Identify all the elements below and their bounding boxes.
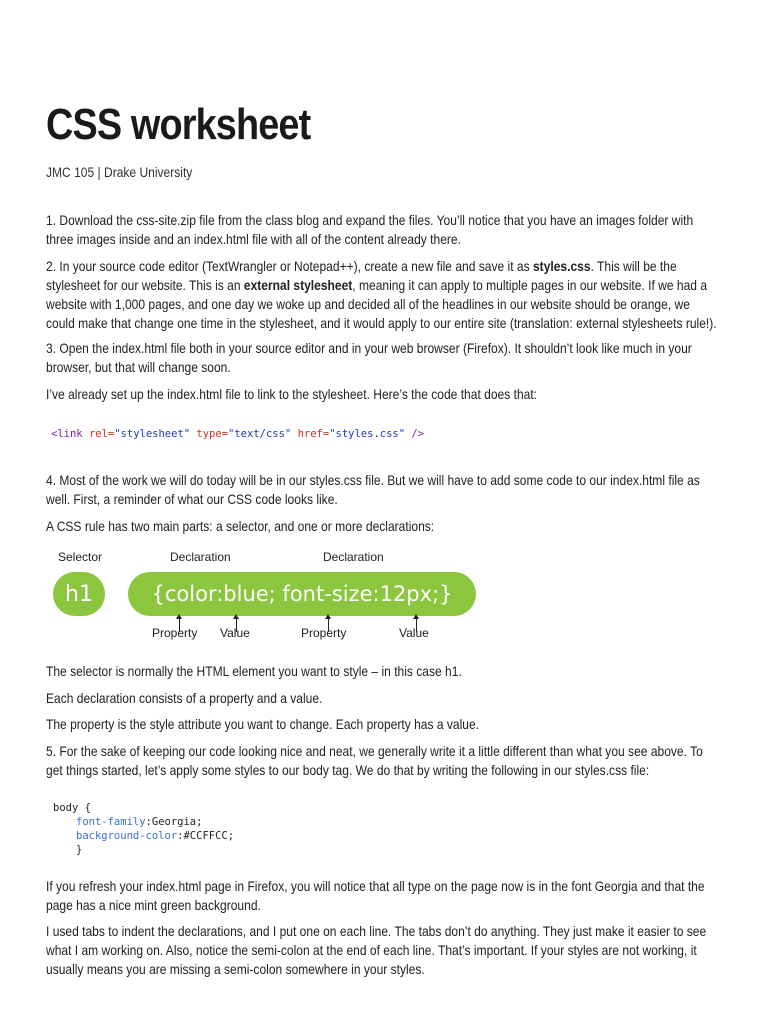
code-rel-value: "stylesheet" — [114, 428, 191, 440]
code-line-background — [53, 829, 234, 843]
selector-label: Selector — [58, 550, 103, 564]
declaration-label-2: Declaration — [323, 550, 384, 564]
code-type-attr: type= — [190, 428, 229, 440]
body-code-snippet — [53, 801, 234, 857]
code-href-value: "styles.css" — [329, 428, 406, 440]
code-type-value: "text/css" — [228, 428, 292, 440]
page-subtitle: JMC 105 | Drake University — [46, 164, 193, 180]
link-code-snippet — [51, 427, 424, 441]
code-font-family-value: :Georgia; — [145, 816, 203, 828]
step-1-paragraph: 1. Download the css-site.zip file from the class blog and expand the files. You’ll notice that you have an images folder with three images inside and an index.html file with all of the content already there. — [46, 212, 694, 247]
step-2-text-e: , meaning it can apply to multiple pages in our website. If we had a website with 1,000 pages, and one day we woke up and decided all of the headlines in our website should be orange, we could make that change one time in the stylesheet, and it would apply to our entire site (translation: external stylesheets rule!). — [46, 277, 717, 331]
selector-pill: h1 — [53, 572, 105, 616]
rule-intro-paragraph: A CSS rule has two main parts: a selector, and one or more declarations: — [46, 518, 435, 534]
code-background-prop: background-color — [76, 830, 178, 842]
code-body-open: body { — [53, 802, 91, 814]
code-line-font-family — [53, 815, 234, 829]
step-2-text-c: . This will be the stylesheet for our website. This is an — [46, 258, 677, 293]
link-intro-paragraph: I’ve already set up the index.html file to link to the stylesheet. Here’s the code that does that: — [46, 386, 538, 402]
step-2-text-a: 2. In your source code editor (TextWrangler or Notepad++), create a new file and save it as — [46, 258, 533, 274]
declaration-pill: {color:blue; font-size:12px;} — [128, 572, 476, 616]
step-5-paragraph: 5. For the sake of keeping our code looking nice and neat, we generally write it a little different than what you see above. To get things started, let’s apply some styles to our body tag. We do that by writing the following in our styles.css file: — [46, 743, 703, 778]
value-label-1: Value — [220, 626, 250, 640]
styles-css-emphasis: styles.css — [532, 258, 591, 274]
code-tag-open: <link — [51, 428, 89, 440]
declaration-explanation: Each declaration consists of a property and a value. — [46, 690, 323, 706]
step-2-paragraph — [46, 257, 721, 333]
value-label-2: Value — [399, 626, 429, 640]
step-4-paragraph: 4. Most of the work we will do today will be in our styles.css file. But we will have to add some code to our index.html file as well. First, a reminder of what our CSS code looks like. — [46, 472, 700, 507]
code-tag-close: /> — [405, 428, 425, 440]
property-label-2: Property — [301, 626, 347, 640]
step-3-paragraph: 3. Open the index.html file both in your source editor and in your web browser (Firefox). It shouldn’t look like much in your browser, but that will change soon. — [46, 340, 692, 375]
external-stylesheet-emphasis: external stylesheet — [243, 277, 353, 293]
selector-explanation: The selector is normally the HTML element you want to style – in this case h1. — [46, 663, 462, 679]
property-label-1: Property — [152, 626, 198, 640]
code-rel-attr: rel= — [88, 428, 115, 440]
code-body-close: } — [76, 844, 83, 856]
css-rule-diagram — [46, 548, 486, 648]
tabs-paragraph: I used tabs to indent the declarations, and I put one on each line. The tabs don’t do anything. They just make it easier to see what I am working on. Also, notice the semi-colon at the end of each line. That’s important. If your styles are not working, it usually means you are missing a semi-colon somewhere in your styles. — [46, 923, 707, 977]
code-href-attr: href= — [291, 428, 330, 440]
refresh-paragraph: If you refresh your index.html page in Firefox, you will notice that all type on the page now is in the font Georgia and that the page has a nice mint green background. — [46, 878, 705, 913]
declaration-label-1: Declaration — [170, 550, 231, 564]
code-background-value: :#CCFFCC; — [177, 830, 235, 842]
property-explanation: The property is the style attribute you want to change. Each property has a value. — [46, 716, 480, 732]
page-title: CSS worksheet — [46, 100, 311, 149]
code-font-family-prop: font-family — [76, 816, 146, 828]
